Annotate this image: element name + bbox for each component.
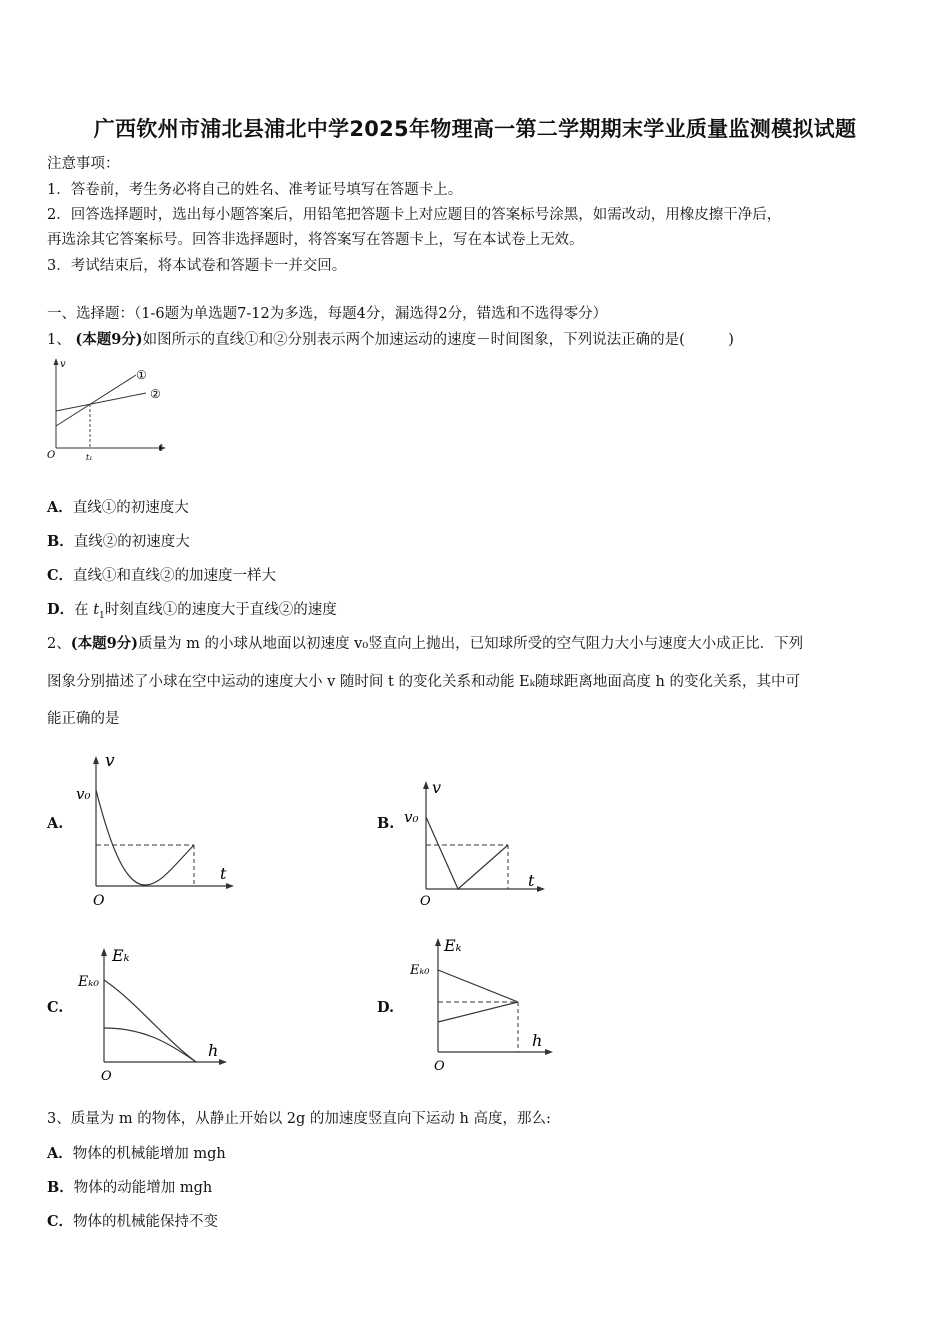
q2-b-x-axis-label: t	[528, 871, 535, 890]
q2-option-c-label: C.	[47, 999, 64, 1016]
q3-option-c	[47, 1210, 218, 1231]
question-1-text: 如图所示的直线①和②分别表示两个加速运动的速度－时间图象，下列说法正确的是( )	[142, 332, 734, 348]
q2-c-y-axis-label: Eₖ	[112, 946, 130, 965]
q2-option-a-label: A.	[47, 815, 64, 832]
question-1-number: 1、	[47, 332, 71, 348]
q3-option-c-text: 物体的机械能保持不变	[73, 1214, 219, 1230]
q1-option-a	[47, 496, 189, 517]
q2-option-b-graph	[400, 775, 550, 907]
q3-option-b-label: B．	[47, 1179, 74, 1196]
q2-a-v0-label: v₀	[76, 785, 91, 803]
q1-option-d-sub: 1	[99, 610, 105, 621]
question-3-stem: 3、质量为 m 的物体，从静止开始以 2g 的加速度竖直向下运动 h 高度，那么:	[47, 1111, 551, 1127]
q1-option-d-pre: 在	[74, 602, 94, 618]
q2-d-origin: O	[434, 1059, 445, 1074]
question-2-line-3: 能正确的是	[47, 711, 120, 727]
question-2-score: (本题9分)	[70, 635, 139, 652]
q2-b-v0-label: v₀	[404, 808, 419, 826]
q3-option-c-label: C．	[47, 1213, 74, 1230]
question-2-number: 2、	[47, 636, 71, 652]
exam-title: 广西钦州市浦北县浦北中学2025年物理高一第二学期期末学业质量监测模拟试题	[93, 117, 857, 141]
q1-option-c	[47, 564, 276, 585]
q3-option-a-label: A．	[47, 1145, 73, 1162]
q3-option-b	[47, 1176, 212, 1197]
notice-heading: 注意事项：	[47, 156, 120, 172]
q3-option-b-text: 物体的动能增加 mgh	[73, 1180, 213, 1196]
q1-option-b-text: 直线②的初速度大	[73, 534, 190, 550]
q2-c-x-axis-label: h	[208, 1041, 219, 1060]
q2-c-origin: O	[101, 1069, 112, 1084]
q1-graph-y-label: v	[60, 359, 66, 370]
q2-option-d-label: D.	[377, 999, 395, 1016]
q1-vt-graph	[44, 352, 174, 464]
q2-option-a-graph	[72, 748, 237, 908]
question-2-line-1: 质量为 m 的小球从地面以初速度 v₀竖直向上抛出，已知球所受的空气阻力大小与速度大小成正比．下列	[138, 636, 804, 652]
q1-option-b-label: B．	[47, 533, 74, 550]
q1-option-d-var: t	[93, 602, 100, 618]
q2-d-y-axis-label: Eₖ	[444, 936, 462, 955]
q2-d-ek0-label: Eₖ₀	[410, 963, 430, 978]
q1-option-c-text: 直线①和直线②的加速度一样大	[73, 568, 277, 584]
q1-graph-origin: O	[47, 450, 56, 461]
question-2-line-2: 图象分别描述了小球在空中运动的速度大小 v 随时间 t 的变化关系和动能 Eₖ随球距离地面高度 h 的变化关系，其中可	[47, 674, 800, 690]
q2-option-b-label: B.	[377, 815, 395, 832]
notice-item-2: 2．回答选择题时，选出每小题答案后，用铅笔把答题卡上对应题目的答案标号涂黑，如需改动，用橡皮擦干净后，	[47, 207, 782, 223]
q2-b-origin: O	[420, 894, 431, 909]
question-2-stem	[47, 632, 803, 653]
notice-item-1: 1．答卷前，考生务必将自己的姓名、准考证号填写在答题卡上。	[47, 182, 463, 198]
notice-item-3: 3．考试结束后，将本试卷和答题卡一并交回。	[47, 258, 347, 274]
question-1-stem	[47, 328, 734, 349]
q1-graph-x-label: t	[159, 443, 164, 454]
notice-item-2-cont: 再选涂其它答案标号。回答非选择题时，将答案写在答题卡上，写在本试卷上无效。	[47, 232, 584, 248]
q1-option-b	[47, 530, 190, 551]
q2-option-c-graph	[74, 940, 234, 1085]
q1-option-a-label: A．	[47, 499, 73, 516]
q1-option-d-text: 时刻直线①的速度大于直线②的速度	[104, 602, 337, 618]
q2-a-y-axis-label: v	[105, 751, 115, 771]
q2-a-x-axis-label: t	[220, 864, 227, 883]
section-heading: 一、选择题：（1-6题为单选题7-12为多选，每题4分，漏选得2分，错选和不选得零分）	[47, 306, 608, 322]
q1-graph-line2-label: ②	[150, 387, 161, 401]
q2-a-origin: O	[93, 893, 105, 909]
q1-graph-t1-tick: t₁	[86, 453, 93, 462]
q2-c-ek0-label: Eₖ₀	[78, 974, 99, 990]
q3-option-a-text: 物体的机械能增加 mgh	[72, 1146, 226, 1162]
q1-graph-line1-label: ①	[136, 368, 147, 382]
q1-option-d-label: D．	[47, 601, 75, 618]
q1-option-a-text: 直线①的初速度大	[72, 500, 189, 516]
q2-d-x-axis-label: h	[532, 1031, 543, 1050]
question-1-score: (本题9分)	[75, 331, 143, 348]
q2-b-y-axis-label: v	[432, 778, 442, 797]
q2-option-d-graph	[406, 930, 556, 1075]
q1-option-d	[47, 598, 337, 621]
q3-option-a	[47, 1142, 226, 1163]
q1-option-c-label: C．	[47, 567, 74, 584]
